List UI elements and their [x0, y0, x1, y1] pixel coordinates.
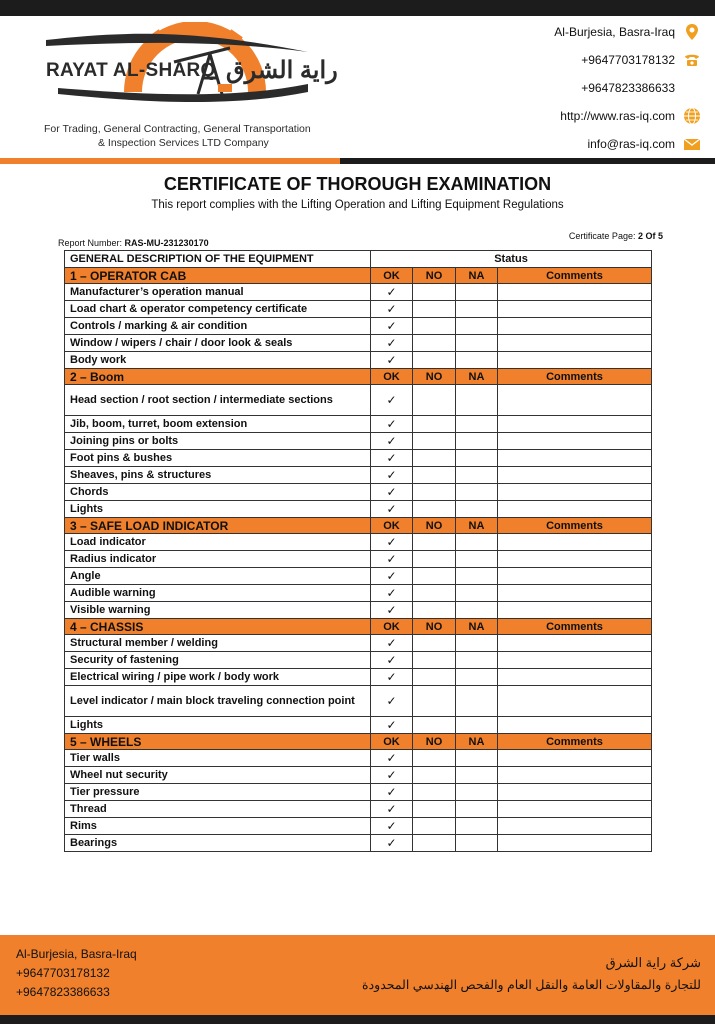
ok-check-mark: ✓: [371, 568, 413, 585]
contact-email: [441, 134, 701, 156]
na-cell: [456, 635, 498, 652]
table-row: [65, 335, 652, 352]
na-cell: [456, 284, 498, 301]
na-cell: [456, 835, 498, 852]
na-cell: [456, 534, 498, 551]
table-row: [65, 484, 652, 501]
page-subtitle: This report complies with the Lifting Operation and Lifting Equipment Regulations: [151, 199, 564, 211]
col-no-label: NO: [413, 518, 456, 534]
contact-email-text[interactable]: info@ras-iq.com: [587, 137, 675, 151]
ok-check-mark: ✓: [371, 551, 413, 568]
comments-cell: [498, 568, 652, 585]
no-cell: [413, 301, 456, 318]
item-description: Level indicator / main block traveling connection point: [65, 686, 371, 717]
item-description: Security of fastening: [65, 652, 371, 669]
ok-check-mark: ✓: [371, 501, 413, 518]
ok-check-mark: ✓: [371, 750, 413, 767]
ok-check-mark: ✓: [371, 669, 413, 686]
ok-check-mark: ✓: [371, 467, 413, 484]
comments-cell: [498, 301, 652, 318]
contact-phone-2-text: +9647823386633: [581, 81, 675, 95]
na-cell: [456, 301, 498, 318]
na-cell: [456, 568, 498, 585]
na-cell: [456, 484, 498, 501]
header-status: Status: [371, 251, 652, 268]
examination-table: [64, 250, 652, 852]
certificate-page-label: Certificate Page:: [568, 231, 636, 241]
item-description: Jib, boom, turret, boom extension: [65, 416, 371, 433]
col-na-label: NA: [456, 619, 498, 635]
item-description: Chords: [65, 484, 371, 501]
ok-check-mark: ✓: [371, 301, 413, 318]
page-title: CERTIFICATE OF THOROUGH EXAMINATION: [163, 174, 552, 194]
comments-cell: [498, 551, 652, 568]
col-ok-label: OK: [371, 734, 413, 750]
comments-cell: [498, 484, 652, 501]
table-row: [65, 318, 652, 335]
na-cell: [456, 416, 498, 433]
na-cell: [456, 352, 498, 369]
na-cell: [456, 669, 498, 686]
na-cell: [456, 467, 498, 484]
ok-check-mark: ✓: [371, 784, 413, 801]
ok-check-mark: ✓: [371, 484, 413, 501]
no-cell: [413, 335, 456, 352]
no-cell: [413, 602, 456, 619]
item-description: Tier walls: [65, 750, 371, 767]
table-row: [65, 352, 652, 369]
col-comments-label: Comments: [498, 268, 652, 284]
header-divider-orange: [0, 158, 340, 164]
contact-website-text[interactable]: http://www.ras-iq.com: [560, 109, 675, 123]
section-header-row: [65, 734, 652, 750]
item-description: Joining pins or bolts: [65, 433, 371, 450]
col-no-label: NO: [413, 268, 456, 284]
na-cell: [456, 717, 498, 734]
comments-cell: [498, 467, 652, 484]
no-cell: [413, 433, 456, 450]
no-cell: [413, 784, 456, 801]
col-ok-label: OK: [371, 369, 413, 385]
logo-tagline-1: For Trading, General Contracting, General Transportation: [44, 123, 311, 135]
section-title: 5 – WHEELS: [65, 734, 371, 750]
ok-check-mark: ✓: [371, 635, 413, 652]
ok-check-mark: ✓: [371, 818, 413, 835]
no-cell: [413, 450, 456, 467]
contact-phone-2: [441, 78, 701, 100]
ok-check-mark: ✓: [371, 385, 413, 416]
section-header-row: [65, 619, 652, 635]
ok-check-mark: ✓: [371, 318, 413, 335]
item-description: Rims: [65, 818, 371, 835]
table-header-row: [65, 251, 652, 268]
na-cell: [456, 767, 498, 784]
item-description: Thread: [65, 801, 371, 818]
comments-cell: [498, 416, 652, 433]
item-description: Electrical wiring / pipe work / body work: [65, 669, 371, 686]
footer-dark-bar: [0, 1015, 715, 1024]
comments-cell: [498, 767, 652, 784]
item-description: Audible warning: [65, 585, 371, 602]
ok-check-mark: ✓: [371, 284, 413, 301]
report-number: [58, 238, 209, 248]
ok-check-mark: ✓: [371, 767, 413, 784]
table-row: [65, 818, 652, 835]
item-description: Head section / root section / intermediate sections: [65, 385, 371, 416]
report-number-value: RAS-MU-231230170: [124, 238, 209, 248]
footer-phone-1: +9647703178132: [16, 966, 110, 980]
ok-check-mark: ✓: [371, 585, 413, 602]
ok-check-mark: ✓: [371, 652, 413, 669]
footer-address: Al-Burjesia, Basra-Iraq: [16, 947, 137, 961]
comments-cell: [498, 602, 652, 619]
comments-cell: [498, 585, 652, 602]
comments-cell: [498, 335, 652, 352]
no-cell: [413, 750, 456, 767]
header-description: GENERAL DESCRIPTION OF THE EQUIPMENT: [65, 251, 371, 268]
comments-cell: [498, 784, 652, 801]
no-cell: [413, 568, 456, 585]
item-description: Tier pressure: [65, 784, 371, 801]
ok-check-mark: ✓: [371, 801, 413, 818]
table-row: [65, 551, 652, 568]
table-row: [65, 835, 652, 852]
na-cell: [456, 686, 498, 717]
table-row: [65, 784, 652, 801]
table-row: [65, 602, 652, 619]
item-description: Radius indicator: [65, 551, 371, 568]
col-comments-label: Comments: [498, 734, 652, 750]
footer-arabic-company: شركة راية الشرق: [605, 955, 701, 970]
item-description: Structural member / welding: [65, 635, 371, 652]
no-cell: [413, 385, 456, 416]
na-cell: [456, 818, 498, 835]
item-description: Lights: [65, 501, 371, 518]
no-cell: [413, 318, 456, 335]
section-title: 4 – CHASSIS: [65, 619, 371, 635]
na-cell: [456, 652, 498, 669]
table-row: [65, 717, 652, 734]
table-row: [65, 284, 652, 301]
item-description: Visible warning: [65, 602, 371, 619]
table-row: [65, 416, 652, 433]
top-dark-bar: [0, 0, 715, 16]
ok-check-mark: ✓: [371, 717, 413, 734]
ok-check-mark: ✓: [371, 416, 413, 433]
col-ok-label: OK: [371, 518, 413, 534]
col-ok-label: OK: [371, 619, 413, 635]
table-row: [65, 534, 652, 551]
certificate-page-value: 2 Of 5: [637, 231, 663, 241]
comments-cell: [498, 717, 652, 734]
logo-arabic-text: راية الشرق: [226, 57, 338, 84]
table-row: [65, 450, 652, 467]
no-cell: [413, 484, 456, 501]
header-divider-dark: [340, 158, 715, 164]
col-no-label: NO: [413, 369, 456, 385]
no-cell: [413, 284, 456, 301]
table-row: [65, 433, 652, 450]
no-cell: [413, 467, 456, 484]
logo-tagline-2: & Inspection Services LTD Company: [98, 137, 269, 149]
ok-check-mark: ✓: [371, 352, 413, 369]
section-title: 1 – OPERATOR CAB: [65, 268, 371, 284]
na-cell: [456, 335, 498, 352]
no-cell: [413, 835, 456, 852]
table-row: [65, 686, 652, 717]
comments-cell: [498, 352, 652, 369]
item-description: Foot pins & bushes: [65, 450, 371, 467]
contact-phone-1: [441, 50, 701, 72]
item-description: Load indicator: [65, 534, 371, 551]
no-cell: [413, 767, 456, 784]
comments-cell: [498, 801, 652, 818]
table-row: [65, 652, 652, 669]
table-row: [65, 669, 652, 686]
col-na-label: NA: [456, 268, 498, 284]
no-cell: [413, 551, 456, 568]
no-cell: [413, 669, 456, 686]
col-na-label: NA: [456, 369, 498, 385]
table-row: [65, 385, 652, 416]
col-ok-label: OK: [371, 268, 413, 284]
footer-phone-2: +9647823386633: [16, 985, 110, 999]
col-na-label: NA: [456, 518, 498, 534]
no-cell: [413, 818, 456, 835]
col-no-label: NO: [413, 619, 456, 635]
ok-check-mark: ✓: [371, 602, 413, 619]
company-logo: [38, 22, 338, 152]
comments-cell: [498, 284, 652, 301]
comments-cell: [498, 818, 652, 835]
ok-check-mark: ✓: [371, 450, 413, 467]
table-row: [65, 467, 652, 484]
comments-cell: [498, 450, 652, 467]
section-header-row: [65, 268, 652, 284]
comments-cell: [498, 835, 652, 852]
section-title: 2 – Boom: [65, 369, 371, 385]
item-description: Wheel nut security: [65, 767, 371, 784]
table-row: [65, 301, 652, 318]
table-row: [65, 501, 652, 518]
certificate-page: [569, 231, 663, 241]
na-cell: [456, 433, 498, 450]
item-description: Controls / marking & air condition: [65, 318, 371, 335]
footer: [0, 935, 715, 1015]
col-comments-label: Comments: [498, 619, 652, 635]
ok-check-mark: ✓: [371, 534, 413, 551]
section-header-row: [65, 369, 652, 385]
col-na-label: NA: [456, 734, 498, 750]
no-cell: [413, 534, 456, 551]
item-description: Bearings: [65, 835, 371, 852]
comments-cell: [498, 669, 652, 686]
na-cell: [456, 585, 498, 602]
item-description: Body work: [65, 352, 371, 369]
ok-check-mark: ✓: [371, 335, 413, 352]
comments-cell: [498, 750, 652, 767]
col-comments-label: Comments: [498, 369, 652, 385]
item-description: Lights: [65, 717, 371, 734]
section-title: 3 – SAFE LOAD INDICATOR: [65, 518, 371, 534]
no-cell: [413, 635, 456, 652]
na-cell: [456, 801, 498, 818]
na-cell: [456, 750, 498, 767]
ok-check-mark: ✓: [371, 433, 413, 450]
no-cell: [413, 585, 456, 602]
na-cell: [456, 501, 498, 518]
ok-check-mark: ✓: [371, 835, 413, 852]
logo-english-text: RAYAT AL-SHARQ: [46, 60, 216, 81]
na-cell: [456, 318, 498, 335]
no-cell: [413, 501, 456, 518]
no-cell: [413, 686, 456, 717]
col-no-label: NO: [413, 734, 456, 750]
table-row: [65, 585, 652, 602]
no-cell: [413, 717, 456, 734]
comments-cell: [498, 385, 652, 416]
footer-arabic-tagline: للتجارة والمقاولات العامة والنقل العام والفحص الهندسي المحدودة: [362, 978, 701, 992]
globe-icon: [683, 107, 701, 125]
item-description: Manufacturer’s operation manual: [65, 284, 371, 301]
col-comments-label: Comments: [498, 518, 652, 534]
contact-address-text: Al-Burjesia, Basra-Iraq: [554, 25, 675, 39]
no-cell: [413, 652, 456, 669]
table-row: [65, 767, 652, 784]
phone-icon: [683, 51, 701, 69]
section-header-row: [65, 518, 652, 534]
table-row: [65, 750, 652, 767]
item-description: Load chart & operator competency certificate: [65, 301, 371, 318]
contact-website: [441, 106, 701, 128]
table-row: [65, 568, 652, 585]
comments-cell: [498, 501, 652, 518]
no-cell: [413, 801, 456, 818]
comments-cell: [498, 686, 652, 717]
comments-cell: [498, 534, 652, 551]
na-cell: [456, 385, 498, 416]
report-number-label: Report Number:: [58, 238, 123, 248]
envelope-icon: [683, 135, 701, 153]
na-cell: [456, 602, 498, 619]
na-cell: [456, 450, 498, 467]
location-pin-icon: [683, 23, 701, 41]
no-cell: [413, 352, 456, 369]
na-cell: [456, 551, 498, 568]
comments-cell: [498, 635, 652, 652]
contact-phone-1-text: +9647703178132: [581, 53, 675, 67]
comments-cell: [498, 433, 652, 450]
table-row: [65, 635, 652, 652]
ok-check-mark: ✓: [371, 686, 413, 717]
comments-cell: [498, 652, 652, 669]
contact-address: [441, 22, 701, 44]
na-cell: [456, 784, 498, 801]
item-description: Angle: [65, 568, 371, 585]
item-description: Sheaves, pins & structures: [65, 467, 371, 484]
no-cell: [413, 416, 456, 433]
table-row: [65, 801, 652, 818]
item-description: Window / wipers / chair / door look & seals: [65, 335, 371, 352]
comments-cell: [498, 318, 652, 335]
